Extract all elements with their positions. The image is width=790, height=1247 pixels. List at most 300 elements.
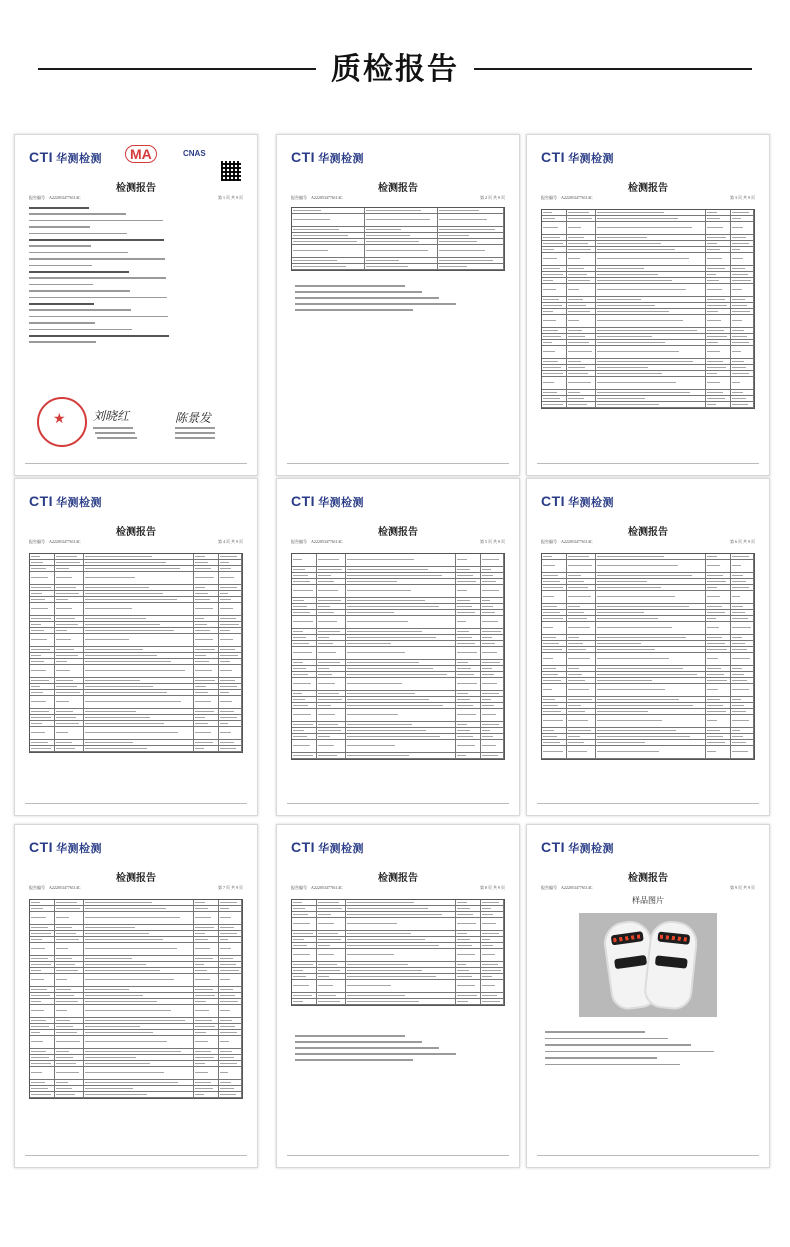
table-cell <box>194 1036 219 1048</box>
table-cell <box>346 918 456 930</box>
table-cell <box>84 665 194 677</box>
table-cell <box>194 709 219 714</box>
table-cell <box>567 678 596 683</box>
table-cell <box>317 974 346 979</box>
table-cell <box>219 603 242 615</box>
table-cell <box>84 622 194 627</box>
table-cell <box>317 660 346 665</box>
report-page-4 <box>14 478 258 816</box>
table-cell <box>219 585 242 590</box>
table-cell <box>596 210 706 215</box>
table-cell <box>30 709 55 714</box>
table-cell <box>346 629 456 634</box>
table-cell <box>219 740 242 745</box>
table-cell <box>567 377 596 389</box>
table-cell <box>84 591 194 596</box>
text-line <box>29 233 127 235</box>
table-cell <box>30 665 55 677</box>
table-cell <box>30 554 55 559</box>
table-cell <box>346 697 456 702</box>
table-cell <box>194 740 219 745</box>
table-cell <box>30 684 55 689</box>
table-cell <box>706 715 731 727</box>
table-cell <box>194 746 219 751</box>
table-cell <box>55 906 84 911</box>
table-cell <box>542 278 567 283</box>
table-cell <box>84 956 194 961</box>
text-line <box>29 329 132 331</box>
table-cell <box>731 746 754 758</box>
table-cell <box>542 672 567 677</box>
table-cell <box>84 740 194 745</box>
table-cell <box>596 703 706 708</box>
table-cell <box>567 272 596 277</box>
table-cell <box>481 585 504 597</box>
table-cell <box>317 610 346 615</box>
table-row <box>30 746 242 752</box>
report-meta <box>291 885 505 891</box>
report-meta <box>29 195 243 201</box>
table-cell <box>456 567 481 572</box>
table-cell <box>292 647 317 659</box>
table-cell <box>567 604 596 609</box>
table-cell <box>542 402 567 407</box>
table-cell <box>731 334 754 339</box>
table-cell <box>706 697 731 702</box>
table-row <box>30 603 242 616</box>
table-cell <box>219 912 242 924</box>
table-cell <box>706 554 731 559</box>
signature-1: 刘晓红 <box>93 409 130 423</box>
table-cell <box>55 591 84 596</box>
table-cell <box>55 1024 84 1029</box>
table-cell <box>292 554 317 566</box>
text-line <box>29 341 96 343</box>
table-cell <box>567 216 596 221</box>
table-cell <box>456 691 481 696</box>
table-cell <box>481 641 504 646</box>
report-page-3 <box>526 134 770 476</box>
table-cell <box>481 709 504 721</box>
table-cell <box>456 974 481 979</box>
table-cell <box>346 573 456 578</box>
page-number: 第 3 页 共 9 页 <box>730 195 755 200</box>
table-row <box>542 746 754 759</box>
table-cell <box>542 591 567 603</box>
table-cell <box>596 672 706 677</box>
table-cell <box>596 402 706 407</box>
table-cell <box>596 359 706 364</box>
table-cell <box>346 691 456 696</box>
table-cell <box>292 666 317 671</box>
report-no: A2220534776114C <box>49 539 81 544</box>
report-no-label: 报告编号 <box>541 885 557 890</box>
table-cell <box>456 728 481 733</box>
table-cell <box>596 216 706 221</box>
table-cell <box>542 340 567 345</box>
table-cell <box>55 987 84 992</box>
table-cell <box>194 987 219 992</box>
table-cell <box>317 604 346 609</box>
table-cell <box>292 918 317 930</box>
cti-logo-text: CTI <box>29 149 54 165</box>
table-cell <box>30 659 55 664</box>
table-cell <box>219 962 242 967</box>
table-cell <box>365 264 438 269</box>
table-cell <box>292 227 365 232</box>
table-row <box>30 943 242 956</box>
table-cell <box>84 987 194 992</box>
table-cell <box>219 906 242 911</box>
table-cell <box>346 937 456 942</box>
table-cell <box>194 597 219 602</box>
table-cell <box>219 931 242 936</box>
table-cell <box>55 1036 84 1048</box>
table-cell <box>481 993 504 998</box>
table-cell <box>596 390 706 395</box>
table-cell <box>317 728 346 733</box>
table-cell <box>567 672 596 677</box>
table-cell <box>292 567 317 572</box>
table-cell <box>596 235 706 240</box>
table-cell <box>731 641 754 646</box>
table-cell <box>55 659 84 664</box>
table-cell <box>542 734 567 739</box>
table-cell <box>706 402 731 407</box>
table-cell <box>317 629 346 634</box>
table-cell <box>731 266 754 271</box>
table-row <box>30 1092 242 1098</box>
report-meta <box>291 539 505 545</box>
table-cell <box>55 740 84 745</box>
table-cell <box>194 572 219 584</box>
table-cell <box>706 315 731 327</box>
table-cell <box>706 684 731 696</box>
table-cell <box>706 377 731 389</box>
table-cell <box>30 690 55 695</box>
table-cell <box>292 703 317 708</box>
table-cell <box>194 937 219 942</box>
text-line <box>29 265 92 267</box>
table-cell <box>346 672 456 677</box>
report-table <box>291 207 505 271</box>
table-cell <box>30 999 55 1004</box>
table-cell <box>438 264 504 269</box>
table-cell <box>292 999 317 1004</box>
table-cell <box>706 216 731 221</box>
text-line <box>545 1064 680 1066</box>
table-cell <box>346 753 456 758</box>
text-line <box>29 245 91 247</box>
table-cell <box>706 740 731 745</box>
table-cell <box>346 641 456 646</box>
sample-photo-title: 样品图片 <box>632 896 664 905</box>
table-cell <box>219 690 242 695</box>
table-cell <box>706 709 731 714</box>
table-cell <box>194 696 219 708</box>
report-page-9 <box>526 824 770 1168</box>
text-line <box>175 427 215 429</box>
table-cell <box>706 635 731 640</box>
table-cell <box>219 1030 242 1035</box>
table-cell <box>567 734 596 739</box>
table-cell <box>456 573 481 578</box>
table-cell <box>731 610 754 615</box>
table-cell <box>542 309 567 314</box>
table-cell <box>317 949 346 961</box>
table-cell <box>346 912 456 917</box>
sample-photo <box>579 913 717 1017</box>
table-cell <box>481 610 504 615</box>
table-cell <box>219 968 242 973</box>
page-number: 第 6 页 共 9 页 <box>730 539 755 544</box>
table-cell <box>706 641 731 646</box>
table-cell <box>194 1018 219 1023</box>
table-cell <box>542 266 567 271</box>
page-footer <box>537 803 759 809</box>
table-cell <box>219 591 242 596</box>
table-cell <box>194 678 219 683</box>
table-cell <box>84 1092 194 1097</box>
table-cell <box>596 610 706 615</box>
table-cell <box>292 635 317 640</box>
table-cell <box>481 740 504 752</box>
table-cell <box>706 297 731 302</box>
table-cell <box>456 999 481 1004</box>
table-cell <box>596 573 706 578</box>
report-meta <box>29 539 243 545</box>
table-cell <box>365 214 438 226</box>
table-cell <box>731 328 754 333</box>
table-cell <box>55 690 84 695</box>
table-cell <box>596 346 706 358</box>
table-cell <box>346 900 456 905</box>
table-cell <box>731 579 754 584</box>
table-cell <box>731 622 754 634</box>
table-cell <box>542 678 567 683</box>
table-row <box>292 949 504 962</box>
table-cell <box>84 746 194 751</box>
table-cell <box>542 315 567 327</box>
table-cell <box>731 684 754 696</box>
table-cell <box>346 604 456 609</box>
table-cell <box>84 925 194 930</box>
table-row <box>30 572 242 585</box>
table-cell <box>55 696 84 708</box>
table-cell <box>596 740 706 745</box>
table-cell <box>55 678 84 683</box>
table-cell <box>706 610 731 615</box>
table-cell <box>55 653 84 658</box>
table-cell <box>542 641 567 646</box>
text-line <box>29 207 89 209</box>
table-cell <box>55 931 84 936</box>
table-cell <box>542 247 567 252</box>
table-cell <box>346 734 456 739</box>
table-cell <box>456 641 481 646</box>
table-cell <box>55 622 84 627</box>
table-cell <box>346 740 456 752</box>
table-cell <box>481 697 504 702</box>
table-cell <box>84 1086 194 1091</box>
table-cell <box>194 968 219 973</box>
table-cell <box>542 222 567 234</box>
table-cell <box>542 746 567 758</box>
table-cell <box>567 297 596 302</box>
table-cell <box>292 239 365 244</box>
table-cell <box>542 653 567 665</box>
table-cell <box>731 396 754 401</box>
report-title: 检测报告 <box>628 183 668 194</box>
report-no: A2220534776114C <box>49 885 81 890</box>
table-cell <box>317 980 346 992</box>
brand-name: 华测检测 <box>318 153 365 165</box>
table-cell <box>346 709 456 721</box>
table-cell <box>596 315 706 327</box>
table-cell <box>596 278 706 283</box>
table-cell <box>731 573 754 578</box>
table-cell <box>219 937 242 942</box>
table-cell <box>596 585 706 590</box>
table-cell <box>30 721 55 726</box>
table-cell <box>365 227 438 232</box>
table-cell <box>219 647 242 652</box>
table-row <box>542 684 754 697</box>
table-cell <box>706 666 731 671</box>
text-line <box>545 1044 691 1046</box>
table-cell <box>456 943 481 948</box>
table-cell <box>596 253 706 265</box>
table-cell <box>84 1055 194 1060</box>
table-cell <box>542 684 567 696</box>
report-no-label: 报告编号 <box>29 195 45 200</box>
table-cell <box>346 660 456 665</box>
sandal-strap <box>655 955 688 968</box>
table-cell <box>481 579 504 584</box>
table-row <box>292 264 504 270</box>
table-cell <box>194 900 219 905</box>
table-cell <box>84 690 194 695</box>
table-cell <box>317 918 346 930</box>
table-cell <box>596 297 706 302</box>
table-cell <box>292 678 317 690</box>
page-footer <box>287 1155 509 1161</box>
table-row <box>292 709 504 722</box>
table-cell <box>567 697 596 702</box>
table-cell <box>481 647 504 659</box>
table-row <box>542 402 754 408</box>
table-cell <box>55 746 84 751</box>
table-cell <box>317 999 346 1004</box>
report-page-6 <box>526 478 770 816</box>
table-cell <box>30 987 55 992</box>
table-cell <box>84 906 194 911</box>
table-cell <box>567 635 596 640</box>
table-cell <box>194 634 219 646</box>
table-cell <box>481 912 504 917</box>
report-meta <box>541 885 755 891</box>
cti-logo-text: CTI <box>541 839 566 855</box>
table-row <box>542 346 754 359</box>
table-cell <box>292 208 365 213</box>
table-cell <box>731 653 754 665</box>
table-cell <box>292 974 317 979</box>
table-cell <box>542 390 567 395</box>
page-number: 第 8 页 共 9 页 <box>480 885 505 890</box>
table-cell <box>346 616 456 628</box>
table-cell <box>30 925 55 930</box>
table-cell <box>84 634 194 646</box>
table-cell <box>219 628 242 633</box>
table-cell <box>30 968 55 973</box>
cti-logo <box>29 839 102 856</box>
cti-logo-text: CTI <box>29 839 54 855</box>
table-cell <box>706 371 731 376</box>
table-cell <box>706 359 731 364</box>
table-cell <box>30 696 55 708</box>
table-cell <box>317 598 346 603</box>
text-line <box>29 297 167 299</box>
table-cell <box>542 703 567 708</box>
page-footer <box>287 463 509 469</box>
table-cell <box>731 390 754 395</box>
table-cell <box>30 1092 55 1097</box>
text-line <box>95 432 135 434</box>
table-cell <box>317 579 346 584</box>
text-line <box>29 290 130 292</box>
table-cell <box>55 974 84 986</box>
table-cell <box>194 560 219 565</box>
table-cell <box>194 554 219 559</box>
table-cell <box>438 239 504 244</box>
table-cell <box>55 999 84 1004</box>
table-cell <box>84 721 194 726</box>
table-cell <box>30 746 55 751</box>
table-row <box>30 974 242 987</box>
table-cell <box>55 727 84 739</box>
table-cell <box>542 585 567 590</box>
table-cell <box>731 697 754 702</box>
table-cell <box>731 210 754 215</box>
table-cell <box>55 684 84 689</box>
table-cell <box>596 684 706 696</box>
table-cell <box>292 728 317 733</box>
table-cell <box>55 1030 84 1035</box>
table-cell <box>30 962 55 967</box>
table-cell <box>55 709 84 714</box>
table-cell <box>346 635 456 640</box>
table-cell <box>731 666 754 671</box>
table-cell <box>542 365 567 370</box>
table-row <box>542 284 754 297</box>
cnas-badge: CNAS <box>183 149 206 158</box>
table-cell <box>55 721 84 726</box>
table-cell <box>84 684 194 689</box>
table-cell <box>292 912 317 917</box>
table-cell <box>542 346 567 358</box>
table-cell <box>481 999 504 1004</box>
table-cell <box>55 647 84 652</box>
table-cell <box>194 690 219 695</box>
table-cell <box>596 635 706 640</box>
table-row <box>542 377 754 390</box>
table-cell <box>731 303 754 308</box>
text-line <box>29 220 163 222</box>
table-cell <box>542 616 567 621</box>
table-cell <box>542 635 567 640</box>
table-row <box>542 591 754 604</box>
table-cell <box>596 734 706 739</box>
